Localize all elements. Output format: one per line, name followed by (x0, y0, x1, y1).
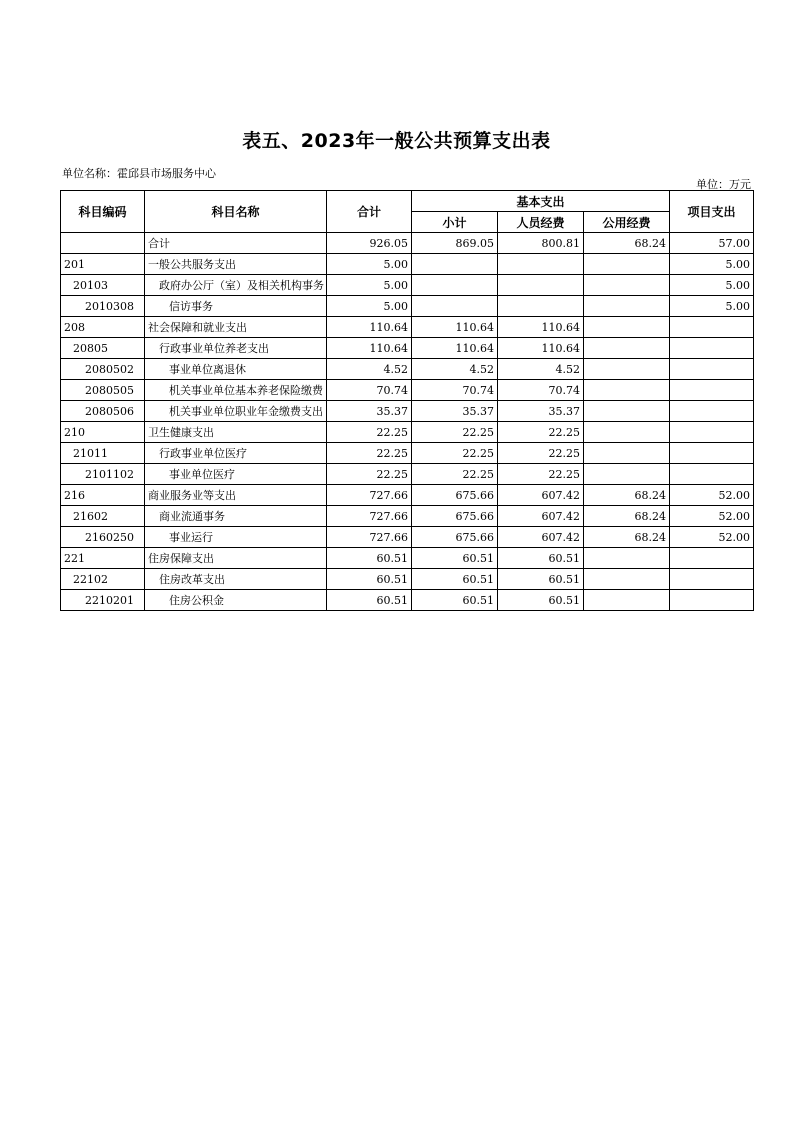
table-row (61, 548, 754, 569)
cell-subtotal: 70.74 (412, 380, 498, 401)
table-row (61, 485, 754, 506)
header-project: 项目支出 (670, 191, 754, 233)
table-body (61, 233, 754, 611)
table-row (61, 317, 754, 338)
cell-project: 52.00 (670, 527, 754, 548)
cell-subtotal (412, 254, 498, 275)
table-row (61, 569, 754, 590)
cell-public: 68.24 (584, 527, 670, 548)
cell-public (584, 422, 670, 443)
cell-subtotal: 60.51 (412, 590, 498, 611)
cell-subtotal: 60.51 (412, 548, 498, 569)
cell-public: 68.24 (584, 485, 670, 506)
cell-personnel (498, 254, 584, 275)
table-row (61, 233, 754, 254)
cell-project (670, 359, 754, 380)
cell-public (584, 296, 670, 317)
cell-personnel: 110.64 (498, 317, 584, 338)
cell-total: 35.37 (327, 401, 412, 422)
cell-code: 210 (61, 422, 145, 443)
cell-public (584, 380, 670, 401)
cell-name: 行政事业单位养老支出 (145, 338, 327, 359)
cell-code: 2101102 (61, 464, 145, 485)
cell-personnel (498, 296, 584, 317)
cell-project: 5.00 (670, 275, 754, 296)
cell-total: 110.64 (327, 317, 412, 338)
cell-name: 合计 (145, 233, 327, 254)
cell-subtotal: 22.25 (412, 443, 498, 464)
page-title: 表五、2023年一般公共预算支出表 (242, 130, 551, 152)
cell-personnel: 60.51 (498, 548, 584, 569)
cell-project: 52.00 (670, 485, 754, 506)
cell-public (584, 590, 670, 611)
cell-project: 5.00 (670, 254, 754, 275)
cell-subtotal: 22.25 (412, 464, 498, 485)
cell-name: 事业单位医疗 (145, 464, 327, 485)
cell-code: 221 (61, 548, 145, 569)
table-row (61, 422, 754, 443)
cell-personnel: 70.74 (498, 380, 584, 401)
cell-name: 事业运行 (145, 527, 327, 548)
cell-public (584, 317, 670, 338)
cell-personnel: 60.51 (498, 590, 584, 611)
cell-subtotal: 675.66 (412, 506, 498, 527)
table-header (61, 191, 754, 233)
cell-total: 70.74 (327, 380, 412, 401)
table-row (61, 275, 754, 296)
cell-public (584, 569, 670, 590)
cell-name: 住房保障支出 (145, 548, 327, 569)
cell-code: 20103 (61, 275, 145, 296)
cell-total: 60.51 (327, 590, 412, 611)
table-row (61, 380, 754, 401)
cell-code: 21011 (61, 443, 145, 464)
cell-subtotal: 4.52 (412, 359, 498, 380)
cell-name: 事业单位离退休 (145, 359, 327, 380)
cell-code: 22102 (61, 569, 145, 590)
cell-subtotal: 675.66 (412, 485, 498, 506)
table-row (61, 359, 754, 380)
header-subtotal: 小计 (412, 212, 498, 233)
cell-personnel: 60.51 (498, 569, 584, 590)
cell-personnel: 22.25 (498, 443, 584, 464)
header-name: 科目名称 (145, 191, 327, 233)
cell-personnel: 4.52 (498, 359, 584, 380)
cell-project (670, 338, 754, 359)
cell-subtotal: 35.37 (412, 401, 498, 422)
cell-project (670, 401, 754, 422)
header-public: 公用经费 (584, 212, 670, 233)
cell-project (670, 569, 754, 590)
cell-total: 5.00 (327, 296, 412, 317)
cell-name: 一般公共服务支出 (145, 254, 327, 275)
cell-personnel (498, 275, 584, 296)
cell-project: 52.00 (670, 506, 754, 527)
cell-code: 2080506 (61, 401, 145, 422)
table-row (61, 590, 754, 611)
cell-project (670, 443, 754, 464)
cell-total: 60.51 (327, 548, 412, 569)
cell-project (670, 380, 754, 401)
table-row (61, 401, 754, 422)
cell-public (584, 401, 670, 422)
cell-code: 21602 (61, 506, 145, 527)
cell-public: 68.24 (584, 233, 670, 254)
cell-code: 20805 (61, 338, 145, 359)
table-row (61, 464, 754, 485)
cell-public (584, 359, 670, 380)
cell-code: 208 (61, 317, 145, 338)
cell-personnel: 607.42 (498, 527, 584, 548)
header-basic: 基本支出 (412, 191, 670, 212)
cell-personnel: 22.25 (498, 422, 584, 443)
cell-public (584, 443, 670, 464)
cell-code: 2160250 (61, 527, 145, 548)
table-row (61, 506, 754, 527)
cell-name: 信访事务 (145, 296, 327, 317)
cell-total: 22.25 (327, 443, 412, 464)
header-total: 合计 (327, 191, 412, 233)
cell-public (584, 464, 670, 485)
cell-name: 社会保障和就业支出 (145, 317, 327, 338)
cell-project (670, 590, 754, 611)
cell-name: 商业流通事务 (145, 506, 327, 527)
cell-project (670, 422, 754, 443)
cell-project (670, 548, 754, 569)
cell-total: 4.52 (327, 359, 412, 380)
cell-name: 机关事业单位基本养老保险缴费 (145, 380, 327, 401)
header-personnel: 人员经费 (498, 212, 584, 233)
table-row (61, 296, 754, 317)
unit-label: 单位：万元 (696, 178, 751, 191)
cell-code: 216 (61, 485, 145, 506)
cell-total: 110.64 (327, 338, 412, 359)
cell-personnel: 607.42 (498, 485, 584, 506)
cell-code: 2210201 (61, 590, 145, 611)
cell-code (61, 233, 145, 254)
cell-total: 22.25 (327, 422, 412, 443)
table-row (61, 527, 754, 548)
cell-total: 5.00 (327, 275, 412, 296)
cell-personnel: 607.42 (498, 506, 584, 527)
cell-subtotal (412, 275, 498, 296)
budget-table (60, 190, 754, 611)
cell-personnel: 800.81 (498, 233, 584, 254)
cell-subtotal: 22.25 (412, 422, 498, 443)
cell-subtotal: 869.05 (412, 233, 498, 254)
cell-total: 727.66 (327, 506, 412, 527)
cell-subtotal (412, 296, 498, 317)
cell-code: 2080502 (61, 359, 145, 380)
cell-total: 926.05 (327, 233, 412, 254)
cell-project: 5.00 (670, 296, 754, 317)
cell-public (584, 254, 670, 275)
cell-public (584, 338, 670, 359)
cell-public: 68.24 (584, 506, 670, 527)
unit-name-label: 单位名称：霍邱县市场服务中心 (62, 167, 216, 180)
cell-total: 60.51 (327, 569, 412, 590)
cell-code: 2080505 (61, 380, 145, 401)
cell-name: 住房改革支出 (145, 569, 327, 590)
cell-project: 57.00 (670, 233, 754, 254)
cell-personnel: 110.64 (498, 338, 584, 359)
cell-subtotal: 60.51 (412, 569, 498, 590)
cell-name: 卫生健康支出 (145, 422, 327, 443)
table-row (61, 443, 754, 464)
cell-name: 机关事业单位职业年金缴费支出 (145, 401, 327, 422)
cell-name: 商业服务业等支出 (145, 485, 327, 506)
header-code: 科目编码 (61, 191, 145, 233)
cell-personnel: 22.25 (498, 464, 584, 485)
cell-public (584, 275, 670, 296)
cell-project (670, 464, 754, 485)
cell-code: 2010308 (61, 296, 145, 317)
cell-public (584, 548, 670, 569)
cell-total: 5.00 (327, 254, 412, 275)
cell-code: 201 (61, 254, 145, 275)
cell-total: 727.66 (327, 527, 412, 548)
cell-total: 22.25 (327, 464, 412, 485)
cell-name: 行政事业单位医疗 (145, 443, 327, 464)
cell-subtotal: 110.64 (412, 338, 498, 359)
cell-subtotal: 110.64 (412, 317, 498, 338)
cell-project (670, 317, 754, 338)
table-row (61, 338, 754, 359)
cell-total: 727.66 (327, 485, 412, 506)
table-row (61, 254, 754, 275)
cell-name: 住房公积金 (145, 590, 327, 611)
cell-subtotal: 675.66 (412, 527, 498, 548)
cell-name: 政府办公厅（室）及相关机构事务 (145, 275, 327, 296)
cell-personnel: 35.37 (498, 401, 584, 422)
